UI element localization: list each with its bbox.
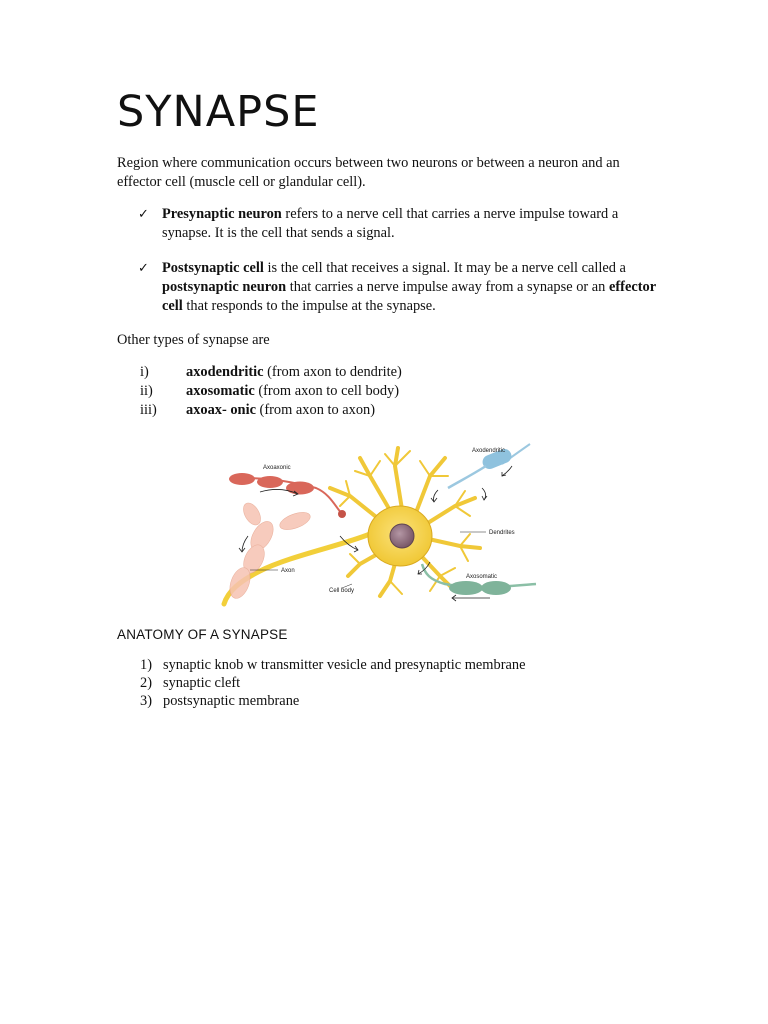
- term-description: (from axon to cell body): [254, 383, 400, 399]
- term-description: (from axon to axon): [255, 402, 376, 418]
- checklist-text: [162, 259, 663, 316]
- list-number: ii): [140, 383, 153, 399]
- list-text: postsynaptic membrane: [163, 693, 300, 710]
- checklist-text-part: that carries a nerve impulse away from a synapse or an: [286, 279, 609, 295]
- list-number: 1): [140, 657, 152, 673]
- synapse-type-item: [140, 382, 660, 401]
- term-postsynaptic-neuron: postsynaptic neuron: [162, 279, 287, 295]
- list-number: iii): [140, 402, 157, 418]
- term-presynaptic-neuron: Presynaptic neuron: [162, 206, 282, 222]
- list-text: [186, 401, 660, 420]
- list-item: [140, 692, 640, 710]
- list-item: [140, 656, 640, 674]
- checkmark-icon: ✓: [138, 261, 149, 276]
- list-text: synaptic cleft: [163, 675, 241, 692]
- checklist-text-rest: refers to a nerve cell that carries a nerve impulse toward a synapse. It is the cell that sends a signal.: [162, 206, 619, 241]
- checklist-text-part: is the cell that receives a signal. It may be a nerve cell called a: [263, 260, 626, 276]
- term-effector-cell: effector cell: [162, 279, 656, 314]
- label-axosomatic: Axosomatic: [466, 574, 498, 580]
- list-text: [186, 363, 660, 382]
- list-item: [140, 674, 640, 692]
- axon-sheath-shape: [226, 500, 312, 601]
- list-number: i): [140, 364, 149, 380]
- anatomy-list: [140, 656, 640, 711]
- term-axodendritic: axodendritic: [186, 364, 264, 380]
- synapse-type-item: [140, 363, 660, 382]
- label-cell-body: Cell body: [329, 588, 355, 594]
- anatomy-heading: ANATOMY OF A SYNAPSE: [117, 627, 288, 642]
- checklist-item-presynaptic: [138, 205, 663, 243]
- list-number: 3): [140, 693, 152, 710]
- term-postsynaptic-cell: Postsynaptic cell: [162, 260, 264, 276]
- synapse-types-diagram: [220, 436, 540, 608]
- list-text: synaptic knob w transmitter vesicle and presynaptic membrane: [163, 657, 526, 673]
- list-number: 2): [140, 675, 152, 692]
- intro-paragraph: Region where communication occurs between two neurons or between a neuron and an effector cell (muscle cell or glandular cell).: [117, 155, 620, 190]
- checklist-item-postsynaptic: [138, 259, 663, 316]
- nucleus-shape: [390, 524, 414, 548]
- label-axon: Axon: [281, 568, 295, 574]
- synapse-type-item: [140, 401, 660, 420]
- checkmark-icon: ✓: [138, 207, 149, 222]
- checklist-text-part: that responds to the impulse at the synapse.: [182, 298, 436, 314]
- label-dendrites: Dendrites: [489, 530, 515, 536]
- term-axoaxonic: axoax- onic: [186, 402, 256, 418]
- label-axoaxonic: Axoaxonic: [263, 465, 291, 471]
- label-axodendritic: Axodendritic: [472, 448, 506, 454]
- page-title: SYNAPSE: [117, 87, 320, 137]
- other-types-intro: Other types of synapse are: [117, 332, 270, 348]
- list-text: [186, 382, 660, 401]
- term-axosomatic: axosomatic: [186, 383, 255, 399]
- term-description: (from axon to dendrite): [263, 364, 402, 380]
- checklist-text: [162, 205, 663, 243]
